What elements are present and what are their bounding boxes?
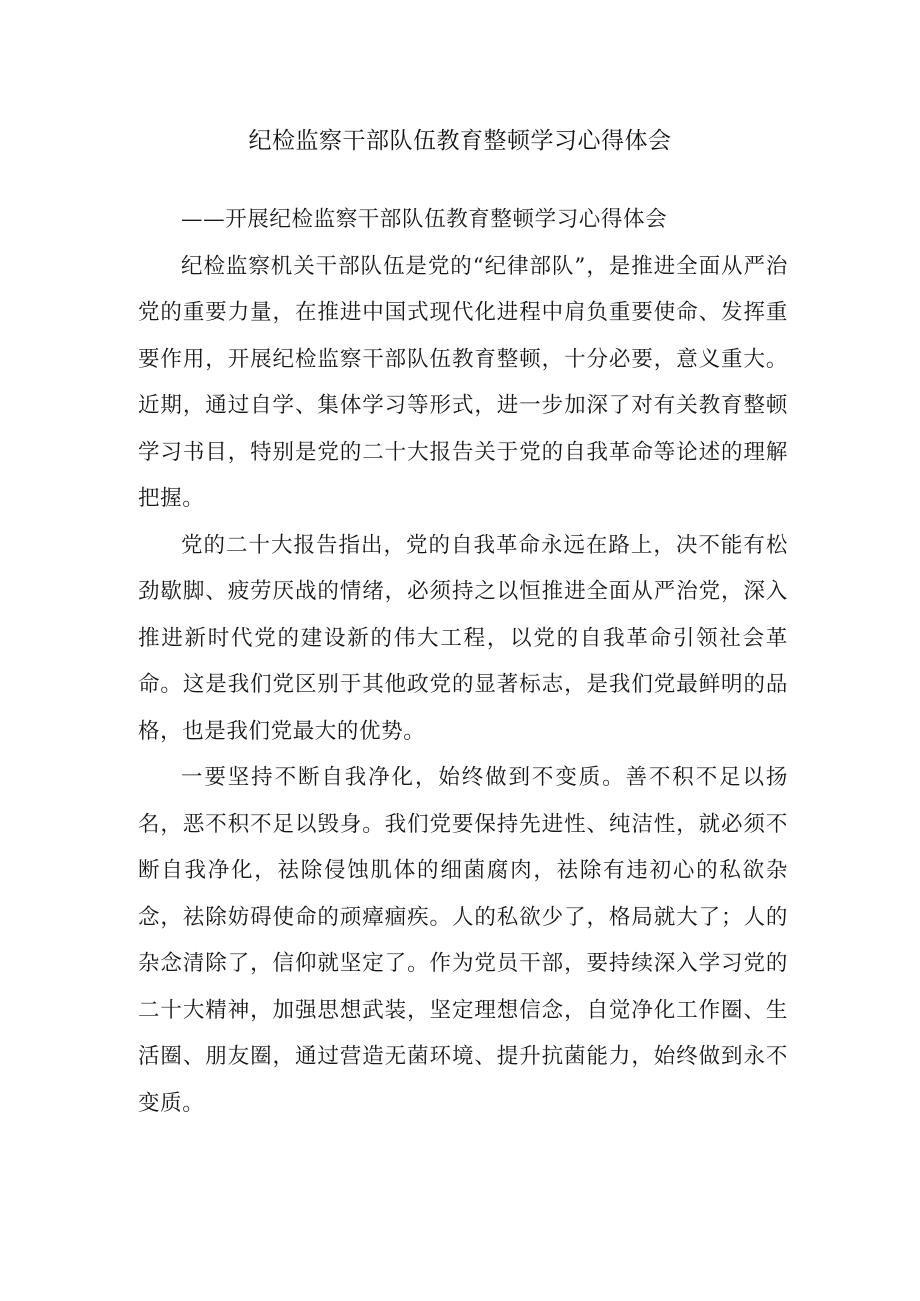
paragraph-1: 纪检监察机关干部队伍是党的“纪律部队”，是推进全面从严治党的重要力量，在推进中国式现代化进程中肩负重要使命、发挥重要作用，开展纪检监察干部队伍教育整顿，十分必要，意义重大。近期，通过自学、集体学习等形式，进一步加深了对有关教育整顿学习书目，特别是党的二十大报告关于党的自我革命等论述的理解把握。 (138, 253, 788, 511)
paragraph-3: 一要坚持不断自我净化，始终做到不变质。善不积不足以扬名，恶不积不足以毁身。我们党要保持先进性、纯洁性，就必须不断自我净化，祛除侵蚀肌体的细菌腐肉，祛除有违初心的私欲杂念，祛除妨碍使命的顽瘴痼疾。人的私欲少了，格局就大了；人的杂念清除了，信仰就坚定了。作为党员干部，要持续深入学习党的二十大精神，加强思想武装，坚定理想信念，自觉净化工作圈、生活圈、朋友圈，通过营造无菌环境、提升抗菌能力，始终做到永不变质。 (138, 765, 788, 1116)
document-body (138, 197, 788, 1127)
document-title: 纪检监察干部队伍教育整顿学习心得体会 (248, 128, 672, 154)
paragraph-2: 党的二十大报告指出，党的自我革命永远在路上，决不能有松劲歇脚、疲劳厌战的情绪，必须持之以恒推进全面从严治党，深入推进新时代党的建设新的伟大工程，以党的自我革命引领社会革命。这是我们党区别于其他政党的显著标志，是我们党最鲜明的品格，也是我们党最大的优势。 (138, 532, 788, 744)
document-subtitle: ——开展纪检监察干部队伍教育整顿学习心得体会 (181, 207, 668, 232)
